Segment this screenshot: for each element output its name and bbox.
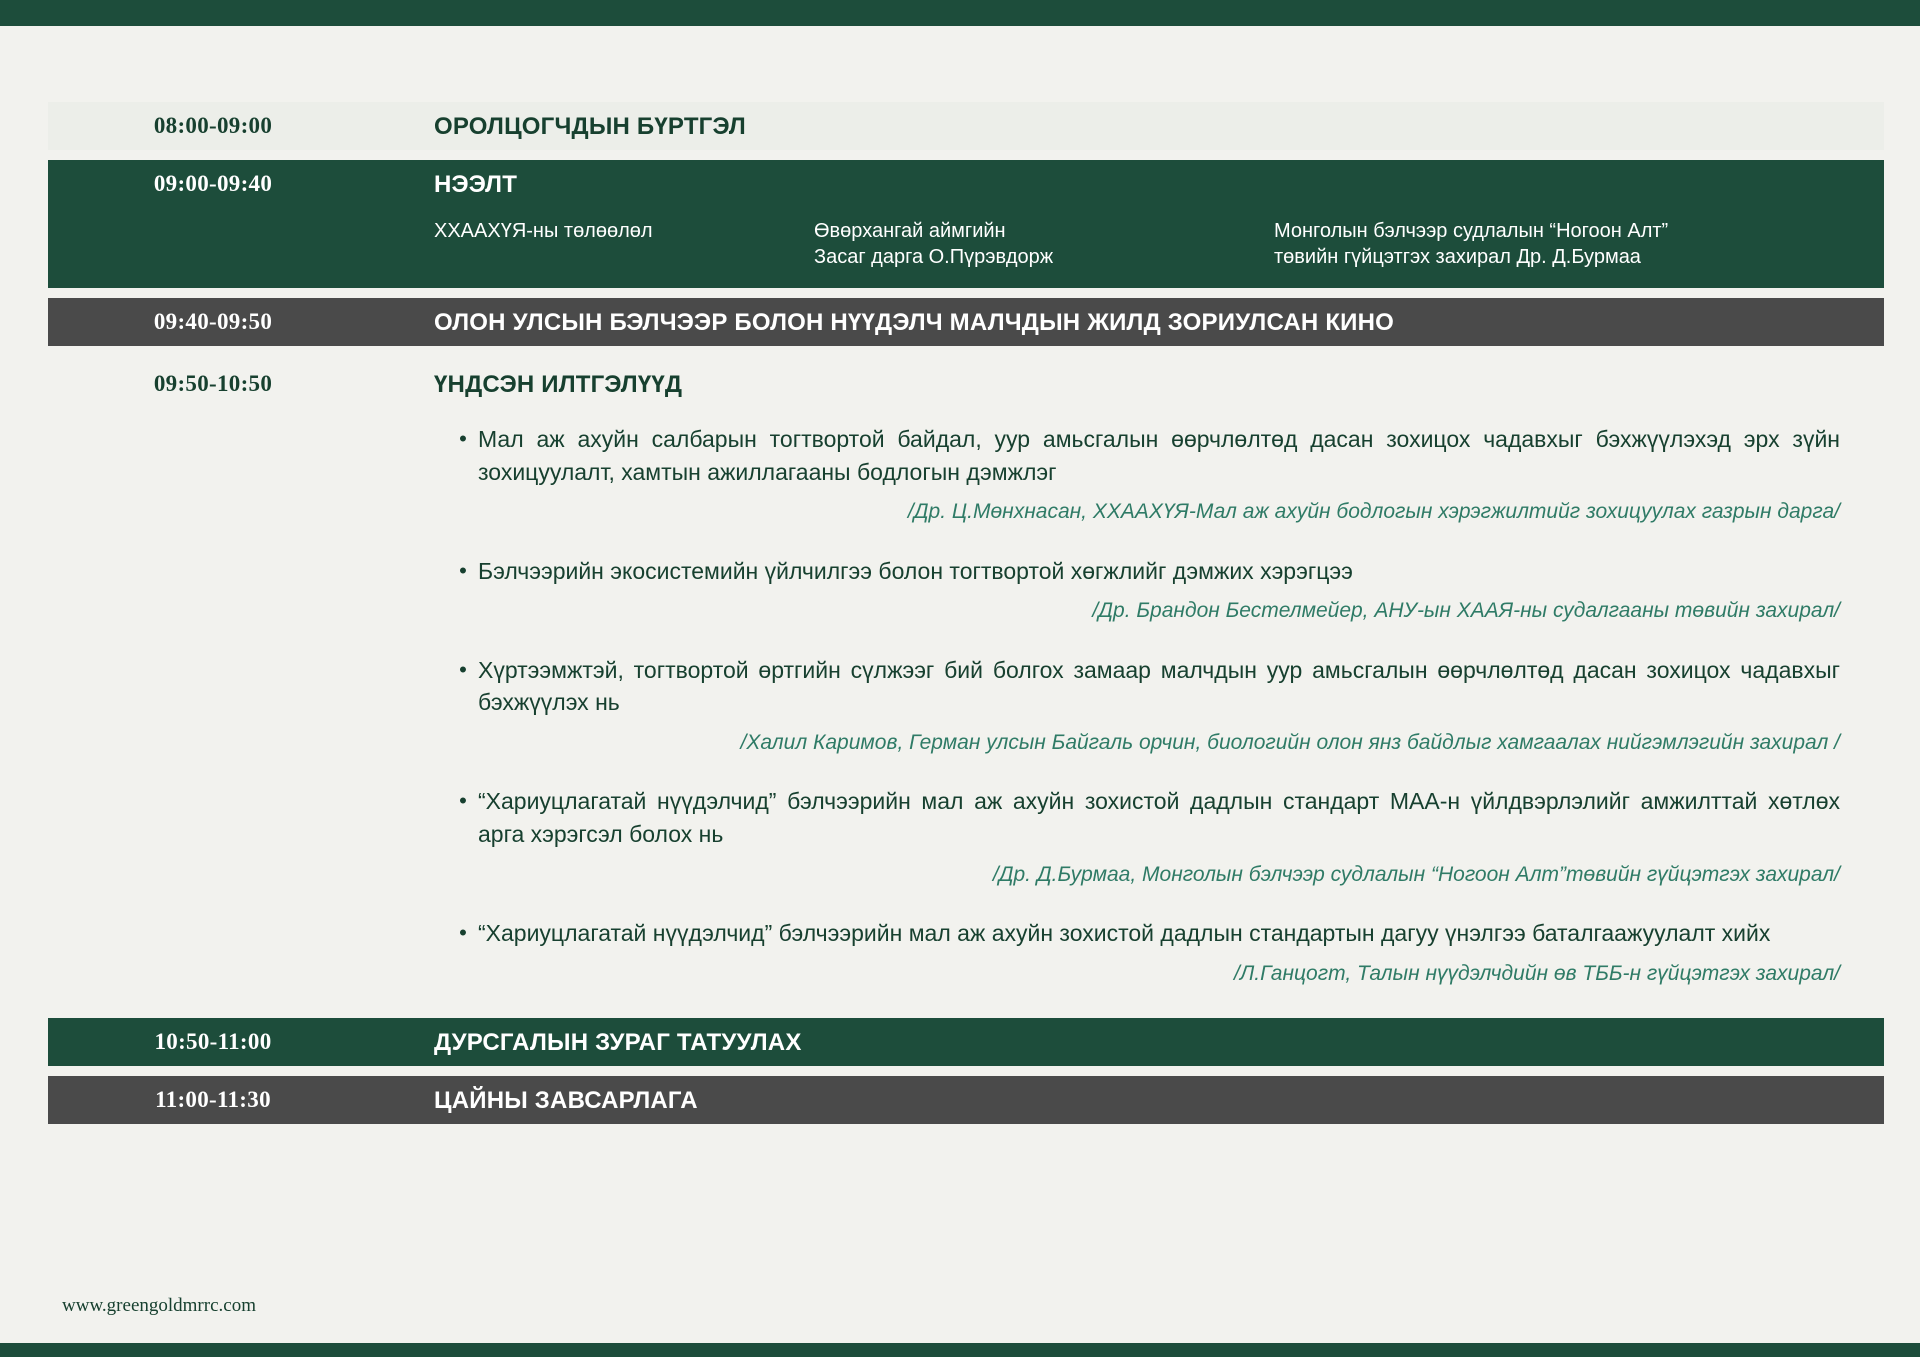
row-title: ОЛОН УЛСЫН БЭЛЧЭЭР БОЛОН НҮҮДЭЛЧ МАЛЧДЫН ЖИЛД ЗОРИУЛСАН КИНО [434,309,1395,336]
opening-speaker-2 [814,218,1274,270]
bullet-icon: • [459,788,467,814]
opening-speaker-2-line2: Засаг дарга О.Пүрэвдорж [814,246,1054,268]
opening-speaker-3-line1: Монголын бэлчээр судлалын “Ногоон Алт” [1274,220,1669,242]
keynote-presenter: /Л.Ганцогт, Талын нүүдэлчдийн өв ТББ-н гүйцэтгэх захирал/ [1234,961,1840,985]
row-time: 10:50-11:00 [154,1028,272,1054]
list-item [48,917,1884,950]
keynote-presenter: /Халил Каримов, Герман улсын Байгаль орчин, биологийн олон янз байдлыг хамгаалах нийгэмлэгийн захирал / [740,730,1840,754]
agenda-row-opening [48,160,1884,288]
keynote-title: “Хариуцлагатай нүүдэлчид” бэлчээрийн мал аж ахуйн зохистой дадлын стандарт МАА-н үйлдвэрлэлийг амжилттай хөтлөх арга хэрэгсэл болох нь [478,788,1840,847]
keynote-presenter: /Др. Д.Бурмаа, Монголын бэлчээр судлалын “Ногоон Алт”төвийн гүйцэтгэх захирал/ [992,862,1840,886]
row-time: 09:00-09:40 [153,171,273,196]
list-item [48,785,1884,850]
list-item [48,654,1884,719]
opening-header [48,160,1884,208]
row-time: 11:00-11:30 [155,1086,271,1112]
agenda-row-keynotes-header [48,360,1884,399]
list-item [48,555,1884,588]
opening-speaker-2-line1: Өвөрхангай аймгийн [814,220,1006,242]
keynote-title: Хүртээмжтэй, тогтвортой өртгийн сүлжээг бий болгох замаар малчдын уур амьсгалын өөрчлөлтөд дасан зохицох чадавхыг бэхжүүлэх нь [478,656,1840,716]
agenda-row-registration [48,102,1884,150]
opening-speakers [378,208,1884,270]
row-spacer [48,1066,1884,1076]
keynote-title: Мал аж ахуйн салбарын тогтвортой байдал, уур амьсгалын өөрчлөлтөд дасан зохицох чадавхыг бэхжүүлэхэд эрх зүйн зохицуулалт, хамтын ажиллагааны бодлогын дэмжлэг [478,426,1840,485]
agenda-row-tea-break [48,1076,1884,1124]
keynote-title: “Хариуцлагатай нүүдэлчид” бэлчээрийн мал аж ахуйн зохистой дадлын стандартын дагуу үнэлгээ баталгаажуулалт хийх [478,919,1771,946]
bullet-icon: • [459,656,467,682]
row-time: 09:40-09:50 [153,309,273,334]
agenda-row-photo [48,1018,1884,1066]
keynote-presenter: /Др. Ц.Мөнхнасан, ХХААХҮЯ-Мал аж ахуйн бодлогын хэрэгжилтийг зохицуулах газрын дарга/ [907,500,1840,524]
bullet-icon: • [459,557,467,583]
footer-website-url[interactable]: www.greengoldmrrc.com [62,1295,256,1316]
row-time: 08:00-09:00 [153,113,273,138]
row-spacer [48,288,1884,298]
top-decorative-band [0,0,1920,26]
opening-speaker-3-line2: төвийн гүйцэтгэх захирал Др. Д.Бурмаа [1274,246,1641,268]
schedule-table [48,102,1884,1124]
row-spacer [48,150,1884,160]
row-title: ЦАЙНЫ ЗАВСАРЛАГА [434,1086,698,1114]
row-time: 09:50-10:50 [153,371,273,396]
keynote-presenter: /Др. Брандон Бестелмейер, АНУ-ын ХААЯ-ны судалгааны төвийн захирал/ [1092,599,1840,623]
agenda-row-film [48,298,1884,346]
row-title: ДУРСГАЛЫН ЗУРАГ ТАТУУЛАХ [434,1028,802,1056]
bullet-icon: • [459,919,467,945]
opening-speaker-1: ХХААХҮЯ-ны төлөөлөл [434,220,653,242]
keynote-title: Бэлчээрийн экосистемийн үйлчилгээ болон тогтвортой хөгжлийг дэмжих хэрэгцээ [478,557,1353,584]
agenda-page [0,26,1920,1343]
row-title: ОРОЛЦОГЧДЫН БҮРТГЭЛ [434,113,746,140]
list-item [48,423,1884,488]
bottom-decorative-band [0,1343,1920,1357]
row-title: ҮНДСЭН ИЛТГЭЛҮҮД [434,371,683,398]
opening-speaker-3 [1274,218,1834,270]
bullet-icon: • [459,426,467,451]
row-title: НЭЭЛТ [434,171,518,198]
keynote-list [48,399,1884,1018]
